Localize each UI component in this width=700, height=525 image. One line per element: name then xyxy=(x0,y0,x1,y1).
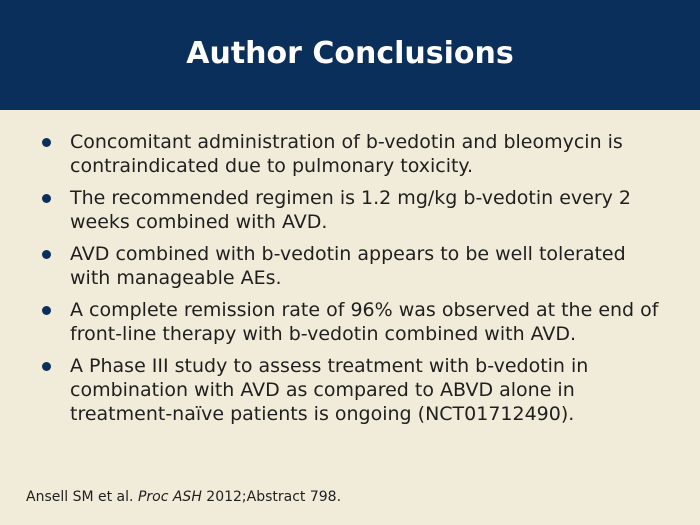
bullet-list xyxy=(38,130,668,434)
bullet-dot-icon xyxy=(42,250,51,259)
bullet-dot-icon xyxy=(42,194,51,203)
bullet-text: A Phase III study to assess treatment with b-vedotin in combination with AVD as compared to ABVD alone in treatment-naïve patients is ongoing (NCT01712490). xyxy=(70,355,589,425)
bullet-item xyxy=(38,130,668,178)
bullet-text: A complete remission rate of 96% was observed at the end of front-line therapy with b-vedotin combined with AVD. xyxy=(70,299,659,345)
citation-details: 2012;Abstract 798. xyxy=(206,489,342,505)
bullet-item xyxy=(38,186,668,234)
bullet-dot-icon xyxy=(42,362,51,371)
citation-authors: Ansell SM et al. xyxy=(26,489,134,505)
bullet-text: Concomitant administration of b-vedotin and bleomycin is contraindicated due to pulmonary toxicity. xyxy=(70,131,623,177)
bullet-dot-icon xyxy=(42,306,51,315)
citation-journal: Proc ASH xyxy=(137,489,202,505)
bullet-item xyxy=(38,242,668,290)
bullet-item xyxy=(38,298,668,346)
bullet-text: The recommended regimen is 1.2 mg/kg b-vedotin every 2 weeks combined with AVD. xyxy=(70,187,632,233)
slide-title: Author Conclusions xyxy=(186,36,514,71)
bullet-dot-icon xyxy=(42,138,51,147)
bullet-item xyxy=(38,354,668,426)
citation xyxy=(26,488,341,506)
bullet-text: AVD combined with b-vedotin appears to be well tolerated with manageable AEs. xyxy=(70,243,626,289)
title-bar xyxy=(0,0,700,110)
